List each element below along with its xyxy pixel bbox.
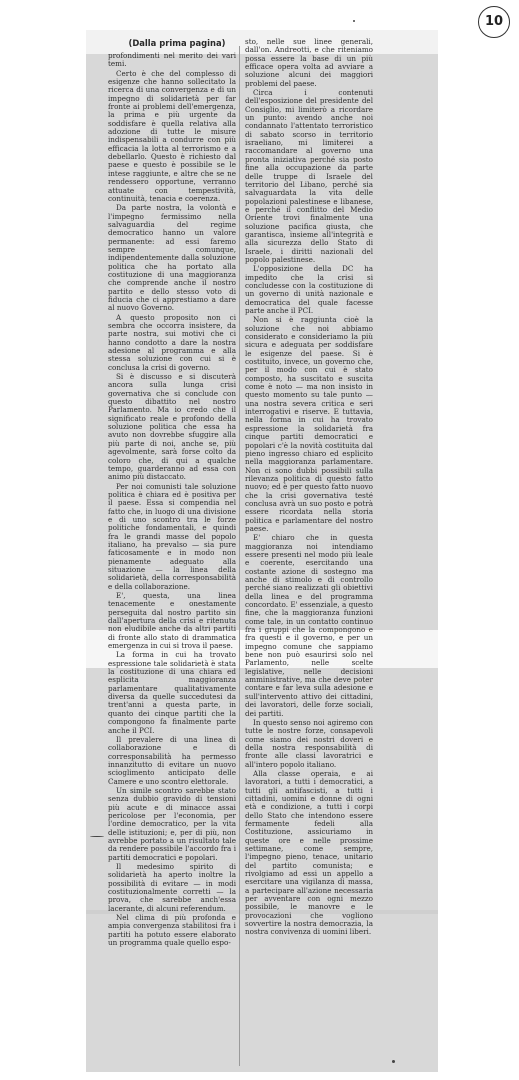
paragraph: Nel clima di più profonda e ampia convergenza stabilitosi fra i partiti ha potuto essere elaborato un programma quale quello espo- [108,913,236,948]
paragraph: A questo proposito non ci sembra che occorra insistere, da parte nostra, sui motivi che ci hanno condotto a dare la nostra adesione al programma e alla stessa soluzione con cui si è conclusa la crisi di governo. [108,312,236,372]
paragraph: L'opposizione della DC ha impedito che la crisi si concludesse con la costituzione di un governo di unità nazionale e democratica del quale facesse parte anche il PCI. [245,264,373,315]
paragraph: Il medesimo spirito di solidarietà ha aperto inoltre la possibilità di evitare — in modi costituzionalmente corretti — la prova, che sarebbe anch'essa lacerante, di alcuni referendum. [108,862,236,913]
paragraph: Certo è che del complesso di esigenze che hanno sollecitato la ricerca di una convergenza e di un impegno di solidarietà per far fronte ai problemi dell'emergenza, la prima e più urgente da soddisfare è quella relativa alla adozione di tutte le misure indispensabili a condurre con più efficacia la lotta al terrorismo e a debellarlo. Questo è richiesto dal paese e questo è possibile se le intese raggiunte, e altre che se ne rendessero opportune, verranno attuate con tempestività, continuità, tenacia e coerenza. [108,68,236,203]
column-divider [239,46,240,1066]
paragraph: Da parte nostra, la volontà e l'impegno fermissimo nella salvaguardia del regime democratico hanno un valore permanente: ad essi faremo sempre comunque, indipendentemente dalla soluzione politica che ha portato alla costituzione di una maggioranza che comprende anche il nostro partito e dello stesso voto di fiducia che ci apprestiamo a dare al nuovo Governo. [108,203,236,313]
paragraph: Un simile scontro sarebbe stato senza dubbio gravido di tensioni più acute e di minacce assai pericolose per l'economia, per l'ordine democratico, per la vita delle istituzioni; e, per di più, non avrebbe portato a un risultato tale da rendere possibile l'accordo fra i partiti democratici e popolari. [108,785,236,862]
scan-speck [392,1060,395,1063]
scan-speck [353,20,355,22]
article-heading: (Dalla prima pagina) [128,38,226,48]
paragraph: Il prevalere di una linea di collaborazione e di corresponsabilità ha permesso innanzitutto di evitare un nuovo scioglimento anticipato delle Camere e uno scontro elettorale. [108,734,236,786]
paragraph: E', questa, una linea tenacemente e onestamente perseguita dal nostro partito sin dall'apertura della crisi e ritenuta non eludibile anche da altri partiti di fronte allo stato di drammatica emergenza in cui si trova il paese. [108,591,236,651]
scan-speck [90,836,104,837]
right-text-column [245,38,373,938]
paragraph: In questo senso noi agiremo con tutte le nostre forze, consapevoli come siamo dei nostri doveri e della nostra responsabilità di fronte alle classi lavoratrici e all'intero popolo italiano. [245,717,373,769]
left-text-column [108,52,236,948]
paragraph: Per noi comunisti tale soluzione politica è chiara ed è positiva per il paese. Essa si compendia nel fatto che, in luogo di una divisione e di uno scontro tra le forze politiche fondamentali, e quindi fra le grandi masse del popolo italiano, ha prevalso — sia pure faticosamente e in modo non pienamente adeguato alla situazione — la linea della solidarietà, della corresponsabilità e della collaborazione. [108,481,236,591]
paragraph: sto, nelle sue linee generali, dall'on. Andreotti, e che riteniamo possa essere la base di un più efficace opera volta ad avviare a soluzione alcuni dei maggiori problemi del paese. [245,37,373,88]
paragraph: Si è discusso e si discuterà ancora sulla lunga crisi governativa che si conclude con questo dibattito nel nostro Parlamento. Ma io credo che il significato reale e profondo della soluzione politica che essa ha avuto non dovrebbe sfuggire alla più parte di noi, anche se, più agevolmente, sarà forse colto da coloro che, di qui a qualche tempo, guarderanno ad essa con animo più distaccato. [108,372,236,482]
paragraph: Circa i contenuti dell'esposizione del presidente del Consiglio, mi limiterò a ricordare un punto: avendo anche noi condannato l'attentato terroristico di sabato scorso in territorio israeliano, mi limiterei a raccomandare al governo una pronta iniziativa perché sia posto fine alla occupazione da parte delle truppe di Israele del territorio del Libano, perché sia salvaguardata la vita delle popolazioni palestinese e libanese, e perché il conflitto del Medio Oriente trovi finalmente una soluzione pacifica giusta, che garantisca, insieme all'integrità e alla sicurezza dello Stato di Israele, i diritti nazionali del popolo palestinese. [245,88,373,264]
page-number-circle: 10 [478,6,510,38]
paragraph: Non si è raggiunta cioè la soluzione che noi abbiamo considerato e consideriamo la più sicura e adeguata per soddisfare le esigenze del paese. Si è costituito, invece, un governo che, per il modo con cui è stato composto, ha suscitato e suscita come è noto — ma non insisto in questo momento su tale punto — una nostra severa critica e seri interrogativi e riserve. E tuttavia, nella forma in cui ha trovato espressione la solidarietà fra cinque partiti democratici e popolari c'è la novità costituita dal pieno ingresso chiaro ed esplicito nella maggioranza parlamentare. Non ci sono dubbi possibili sulla rilevanza politica di questo fatto nuovo; ed è per questo fatto nuovo che la crisi governativa testé conclusa avrà un suo posto e potrà essere ricordata nella storia politica e parlamentare del nostro paese. [245,315,373,533]
paragraph: profondimenti nel merito dei vari temi. [108,51,236,69]
paragraph: Alla classe operaia, e ai lavoratori, a tutti i democratici, a tutti gli antifascisti, a tutti i cittadini, uomini e donne di ogni età e condizione, a tutti i corpi dello Stato che intendono essere fermamente fedeli alla Costituzione, assicuriamo in queste ore e nelle prossime settimane, come sempre, l'impegno pieno, tenace, unitario del partito comunista; e rivolgiamo ad essi un appello a esercitare una vigilanza di massa, a partecipare all'azione necessaria per avventare con ogni mezzo possibile, le manovre e le provocazioni che vogliono sovvertire la nostra democrazia, la nostra convivenza di uomini liberi. [245,768,373,937]
paragraph: E' chiaro che in questa maggioranza noi intendiamo essere presenti nel modo più leale e coerente, esercitando una costante azione di sostegno ma anche di stimolo e di controllo perché siano realizzati gli obiettivi della linea e del programma concordato. E' essenziale, a questo fine, che la maggioranza funzioni come tale, in un contatto continuo fra i gruppi che la compongono e fra questi e il governo, e per un impegno comune che sappiamo bene non può esaurirsi solo nel Parlamento, nelle scelte legislative, nelle decisioni amministrative, ma che deve poter contare e far leva sulla adesione e sull'intervento attivo dei cittadini, dei lavoratori, delle forze sociali, dei partiti. [245,533,373,718]
paragraph: La forma in cui ha trovato espressione tale solidarietà è stata la costituzione di una chiara ed esplicita maggioranza parlamentare qualitativamente diversa da quelle succedutesi da trent'anni a questa parte, in quanto dei cinque partiti che la compongono fa finalmente parte anche il PCI. [108,650,236,735]
